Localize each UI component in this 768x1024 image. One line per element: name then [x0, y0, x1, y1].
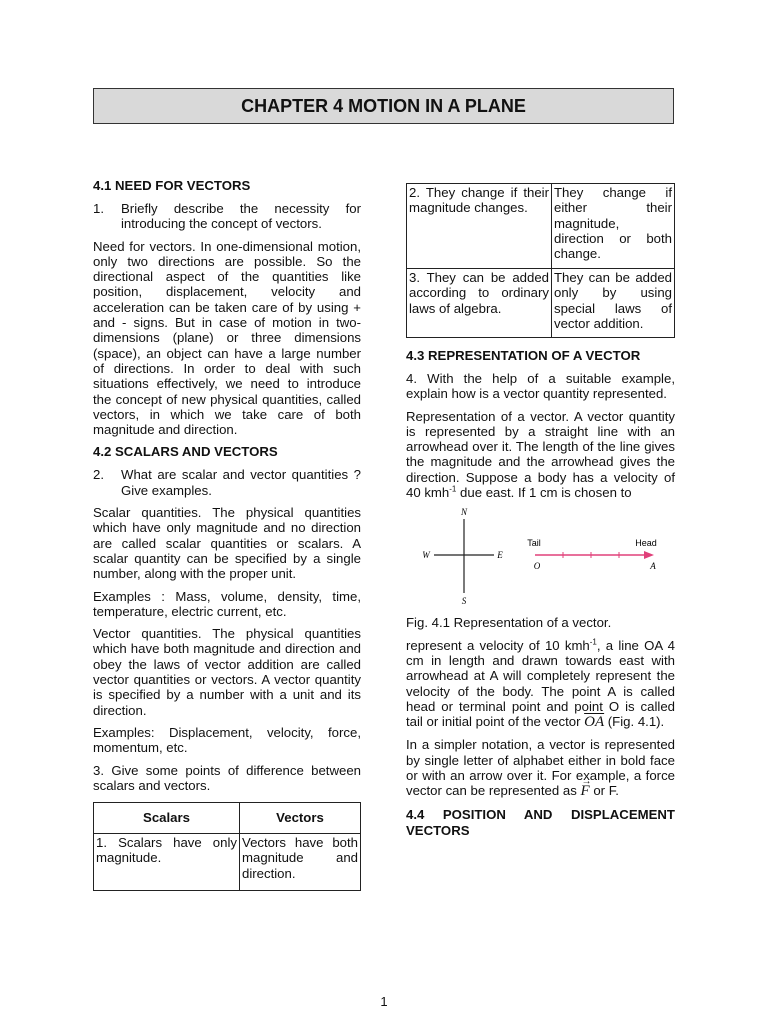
question-3-text: 3. Give some points of difference between scalars and vectors.: [93, 762, 361, 793]
unit-exponent: -1: [449, 484, 457, 494]
velocity-text-c: (Fig. 4.1).: [604, 714, 665, 730]
table-cell: 1. Scalars have only magnitude.: [94, 834, 240, 891]
vector-figure-svg: [406, 507, 675, 607]
question-2: [93, 467, 361, 498]
scalar-examples-paragraph: Examples : Mass, volume, density, time, temperature, electric current, etc.: [93, 588, 361, 619]
notation-paragraph: [406, 737, 675, 799]
tail-label: Tail: [527, 538, 541, 549]
representation-text-a: Representation of a vector. A vector quantity is represented by a straight line with an arrowhead over it. The length of the line gives the magnitude and the arrowhead gives the direction. Suppose a body has a velocity of 40 kmh: [406, 408, 675, 501]
table-cell: 2. They change if their magnitude changes.: [407, 184, 552, 269]
page-number: 1: [380, 994, 388, 1009]
need-for-vectors-paragraph: Need for vectors. In one-dimensional motion, only two directions are possible. So the directional aspect of the quantities like position, displacement, velocity and acceleration can be taken care of by using + and - signs. But in case of motion in two-dimensions (plane) or three dimensions (space), an object can have a large number of directions. In order to deal with such situations effectively, we need to introduce the concept of new physical quantities, called vectors, in which we take care of both magnitude and direction.: [93, 238, 361, 438]
question-4-text: 4. With the help of a suitable example, explain how is a vector quantity represented.: [406, 371, 675, 402]
representation-paragraph: [406, 409, 675, 501]
vector-quantities-paragraph: Vector quantities. The physical quantities which have both magnitude and direction and obey the laws of vector addition are called vector quantities or vectors. A vector quantity is specified by a number with a unit and its direction.: [93, 626, 361, 718]
table-header-scalars: Scalars: [94, 803, 240, 834]
compass-north-label: N: [460, 507, 468, 518]
table-row: [94, 834, 361, 891]
left-column: [93, 178, 361, 891]
table-header-vectors: Vectors: [240, 803, 361, 834]
section-4-3-heading: 4.3 REPRESENTATION OF A VECTOR: [406, 348, 641, 363]
compass-west-label: W: [422, 550, 430, 561]
point-a-label: A: [650, 561, 656, 572]
notation-text-a: In a simpler notation, a vector is represented by single letter of alphabet either in bold face or with an arrow over it. For example, a force vector can be represented as: [406, 737, 675, 799]
table-cell: They change if either their magnitude, direction or both change.: [552, 184, 675, 269]
point-o-label: O: [533, 561, 541, 572]
question-2-text: What are scalar and vector quantities ? Give examples.: [121, 467, 361, 498]
right-column: [406, 183, 675, 846]
table-cell: 3. They can be added according to ordinary laws of algebra.: [407, 269, 552, 338]
head-label: Head: [635, 538, 657, 549]
vector-oa-symbol: $\overline{OA}$: [584, 714, 605, 731]
scalar-quantities-paragraph: Scalar quantities. The physical quantities which have only magnitude and no direction are called scalar quantities or scalars. A scalar quantity can be specified by a single number, along with the proper unit.: [93, 505, 361, 582]
chapter-title-box: [93, 88, 674, 124]
force-vector-symbol: → F: [580, 783, 589, 799]
table-row: [407, 269, 675, 338]
table-header-row: [94, 803, 361, 834]
figure-caption: Fig. 4.1 Representation of a vector.: [406, 615, 612, 631]
vector-figure: [406, 507, 675, 607]
chapter-title: CHAPTER 4 MOTION IN A PLANE: [241, 95, 526, 116]
section-4-4-heading: 4.4 POSITION AND DISPLACEMENT VECTORS: [406, 806, 675, 838]
difference-table-continued: [406, 183, 675, 338]
difference-table: [93, 802, 361, 891]
section-4-1-heading: 4.1 NEED FOR VECTORS: [93, 178, 251, 193]
question-2-number: 2.: [93, 467, 104, 483]
vector-oa-arrowhead: [644, 551, 654, 559]
unit-exponent: -1: [589, 637, 597, 647]
compass-east-label: E: [497, 550, 503, 561]
velocity-text-b: , a line OA 4 cm in length and drawn towards east with arrowhead at A will completely represent the velocity of the body. The point A is called head or terminal point and point O is called tail or initial point of the vector: [406, 637, 676, 730]
compass-south-label: S: [461, 596, 467, 607]
question-1: [93, 201, 361, 232]
velocity-text-a: represent a velocity of 10 kmh: [406, 637, 590, 653]
question-1-number: 1.: [93, 201, 104, 216]
table-cell: They can be added only by using special laws of vector addition.: [552, 269, 675, 338]
vector-examples-paragraph: Examples: Displacement, velocity, force, momentum, etc.: [93, 724, 361, 756]
section-4-2-heading: 4.2 SCALARS AND VECTORS: [93, 444, 278, 460]
question-1-text: Briefly describe the necessity for introducing the concept of vectors.: [121, 201, 361, 232]
representation-text-b: due east. If 1 cm is chosen to: [456, 485, 632, 501]
table-row: [407, 184, 675, 269]
table-cell: Vectors have both magnitude and direction.: [240, 834, 361, 891]
velocity-paragraph: [406, 638, 675, 731]
notation-text-b: or F.: [589, 783, 619, 799]
